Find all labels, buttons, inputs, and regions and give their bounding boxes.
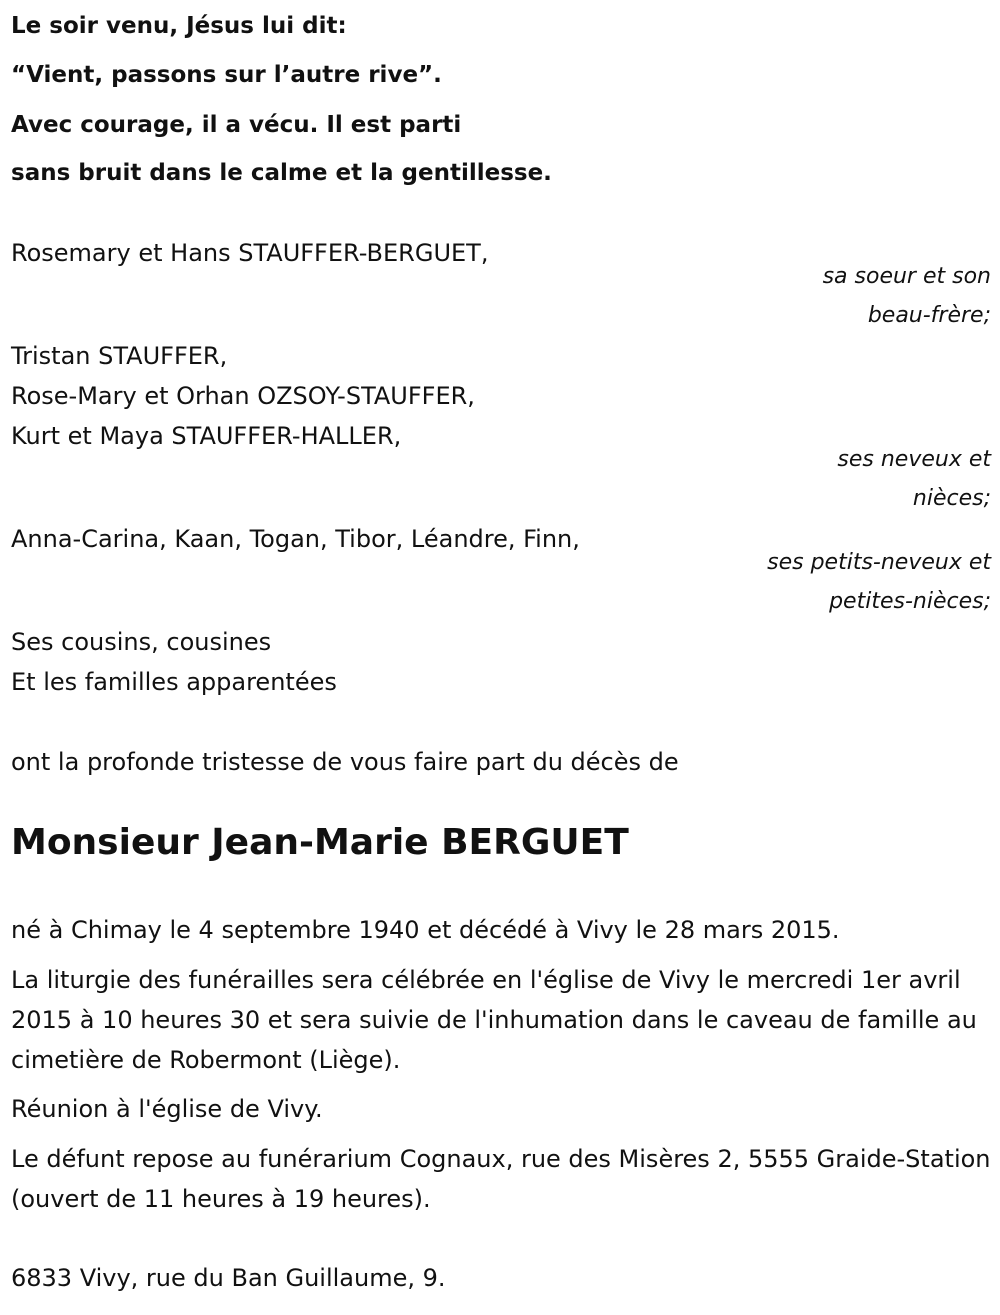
meeting-info: Réunion à l'église de Vivy. xyxy=(11,1095,323,1123)
relation-grandnephews-2: petites-nièces; xyxy=(829,589,991,614)
family-cousins: Ses cousins, cousines xyxy=(11,628,272,656)
verse-line-2: “Vient, passons sur l’autre rive”. xyxy=(11,62,442,88)
family-address: 6833 Vivy, rue du Ban Guillaume, 9. xyxy=(11,1264,446,1292)
birth-death: né à Chimay le 4 septembre 1940 et décédé à Vivy le 28 mars 2015. xyxy=(11,916,840,944)
verse-line-3: Avec courage, il a vécu. Il est parti xyxy=(11,112,462,138)
viewing-info: Le défunt repose au funérarium Cognaux, rue des Misères 2, 5555 Graide-Station (ouvert de 11 heures à 19 heures). xyxy=(11,1145,991,1213)
family-nephew-1: Tristan STAUFFER, xyxy=(11,342,228,370)
verse-line-1: Le soir venu, Jésus lui dit: xyxy=(11,13,347,39)
family-nephew-3: Kurt et Maya STAUFFER-HALLER, xyxy=(11,422,402,450)
announcement: ont la profonde tristesse de vous faire part du décès de xyxy=(11,748,679,776)
funeral-info: La liturgie des funérailles sera célébrée en l'église de Vivy le mercredi 1er avril 2015 à 10 heures 30 et sera suivie de l'inhumation dans le caveau de famille au cimetière de Robermont (Liège). xyxy=(11,966,977,1074)
family-sister: Rosemary et Hans STAUFFER-BERGUET, xyxy=(11,239,489,267)
relation-sister-2: beau-frère; xyxy=(867,303,991,328)
deceased-name: Monsieur Jean-Marie BERGUET xyxy=(11,822,629,863)
family-nephew-2: Rose-Mary et Orhan OZSOY-STAUFFER, xyxy=(11,382,475,410)
relation-sister-1: sa soeur et son xyxy=(822,264,991,289)
family-grandnephews: Anna-Carina, Kaan, Togan, Tibor, Léandre, Finn, xyxy=(11,525,580,553)
relation-nephews-1: ses neveux et xyxy=(837,447,991,472)
relation-grandnephews-1: ses petits-neveux et xyxy=(767,550,991,575)
family-relatives: Et les familles apparentées xyxy=(11,668,337,696)
relation-nephews-2: nièces; xyxy=(912,486,991,511)
verse-line-4: sans bruit dans le calme et la gentillesse. xyxy=(11,160,552,186)
